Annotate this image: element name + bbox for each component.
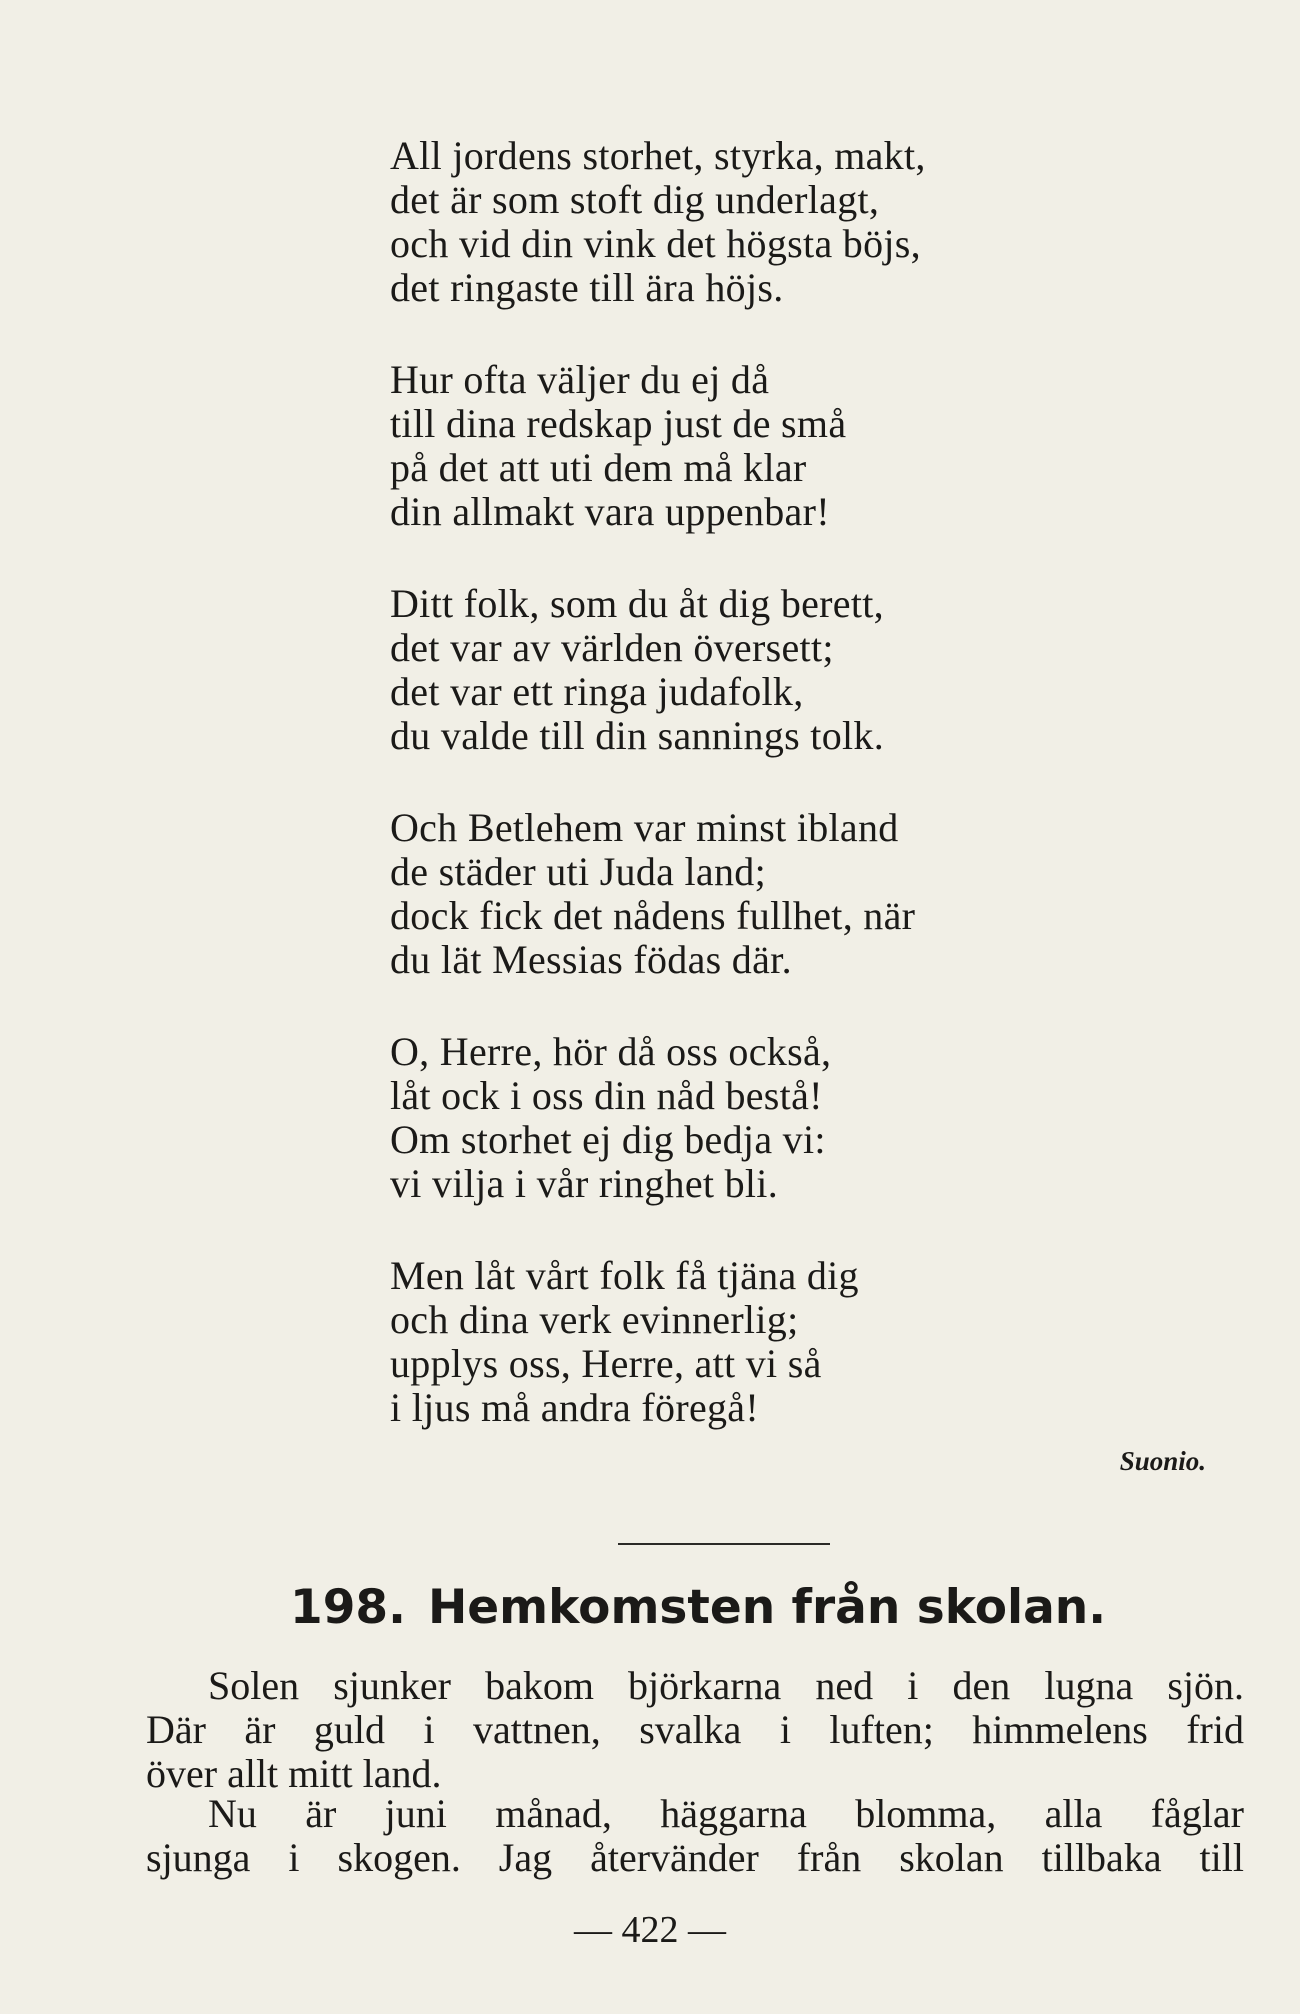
prose-line: Solen sjunker bakom björkarna ned i den lugna sjön. xyxy=(208,1663,1244,1708)
prose-paragraph-2 xyxy=(146,1792,1244,1880)
poem-stanza-2 xyxy=(390,358,1110,534)
poem-line: Och Betlehem var minst ibland xyxy=(390,805,899,850)
prose-line: sjunga i skogen. Jag återvänder från skolan tillbaka till xyxy=(146,1835,1244,1880)
poem-line: det ringaste till ära höjs. xyxy=(390,265,784,310)
section-divider xyxy=(618,1543,830,1545)
poem-line: dock fick det nådens fullhet, när xyxy=(390,893,916,938)
poem-author: Suonio. xyxy=(1119,1446,1206,1476)
poem-line: Hur ofta väljer du ej då xyxy=(390,357,770,402)
section-number: 198. xyxy=(290,1580,406,1635)
poem-line: O, Herre, hör då oss också, xyxy=(390,1029,832,1074)
poem-line: låt ock i oss din nåd bestå! xyxy=(390,1073,823,1118)
prose-line: Där är guld i vattnen, svalka i luften; himmelens frid xyxy=(146,1707,1244,1752)
poem-line: de städer uti Juda land; xyxy=(390,849,766,894)
poem-line: du valde till din sannings tolk. xyxy=(390,713,885,758)
poem-line: upplys oss, Herre, att vi så xyxy=(390,1341,822,1386)
poem-line: Men låt vårt folk få tjäna dig xyxy=(390,1253,859,1298)
section-heading xyxy=(290,1578,1110,1638)
poem-line: du lät Messias födas där. xyxy=(390,937,792,982)
poem-line: vi vilja i vår ringhet bli. xyxy=(390,1161,779,1206)
prose-paragraph-1 xyxy=(146,1664,1244,1796)
poem xyxy=(390,134,1110,1478)
poem-line: Om storhet ej dig bedja vi: xyxy=(390,1117,826,1162)
poem-line: och vid din vink det högsta böjs, xyxy=(390,221,921,266)
poem-stanza-1 xyxy=(390,134,1110,310)
poem-stanza-5 xyxy=(390,1030,1110,1206)
prose-line: över allt mitt land. xyxy=(146,1751,442,1796)
poem-line: All jordens storhet, styrka, makt, xyxy=(390,133,926,178)
poem-line: det är som stoft dig underlagt, xyxy=(390,177,880,222)
poem-line: det var av världen översett; xyxy=(390,625,834,670)
poem-line: det var ett ringa judafolk, xyxy=(390,669,804,714)
prose-line: Nu är juni månad, häggarna blomma, alla fåglar xyxy=(208,1791,1244,1836)
poem-line: till dina redskap just de små xyxy=(390,401,847,446)
poem-line: på det att uti dem må klar xyxy=(390,445,807,490)
poem-stanza-6 xyxy=(390,1254,1110,1430)
poem-line: och dina verk evinnerlig; xyxy=(390,1297,799,1342)
poem-line: Ditt folk, som du åt dig berett, xyxy=(390,581,884,626)
page-number: — 422 — xyxy=(574,1909,726,1951)
section-title: Hemkomsten från skolan. xyxy=(427,1580,1107,1635)
poem-stanza-3 xyxy=(390,582,1110,758)
poem-stanza-4 xyxy=(390,806,1110,982)
poem-line: i ljus må andra föregå! xyxy=(390,1385,759,1430)
poem-line: din allmakt vara uppenbar! xyxy=(390,489,830,534)
